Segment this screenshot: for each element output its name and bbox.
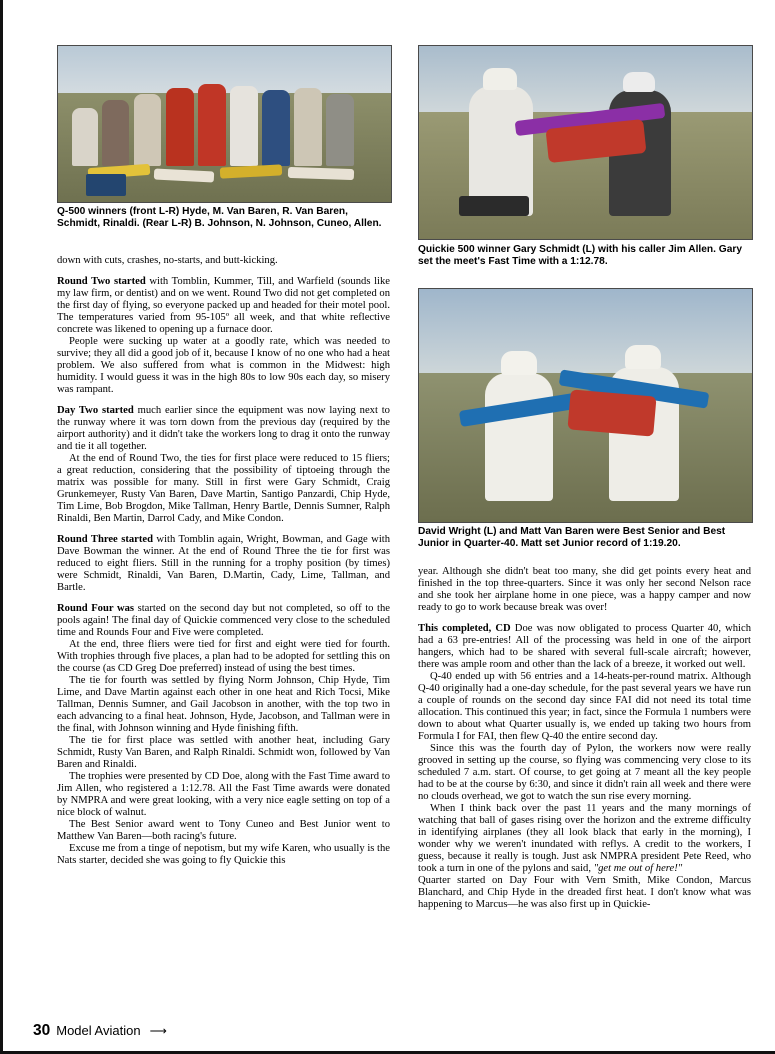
paragraph-text: with Tomblin, Kummer, Till, and Warfield (sounds like my law firm, or dentist) and on we went. Round Two did not get completed on the first day of flying, so everyone packed up and headed for their motel pool. The temperatures varied from 95-105º all week, and that white reflective concrete was likened to opening up a furnace door. (57, 276, 391, 335)
cap-hat (501, 351, 537, 375)
body-paragraph (57, 276, 390, 336)
paragraph-lead-in: Round Three started (57, 534, 153, 545)
paragraph-text: People were sucking up water at a goodly rate, which was needed to survive; they all did a good job of it, because I know of no one who had a heat problem. We also suffered from what is common in the Midwest: high humidity. I would guess it was in the high 80s to low 90s each day, so misery was rampant. (57, 336, 390, 395)
paragraph-text: At the end, three fliers were tied for first and eight were tied for fourth. With trophies through five places, a plan had to be adopted for settling this on the course (as CD Greg Doe preferred) instead of using the best times. (57, 639, 390, 674)
paragraph-text: When I think back over the past 11 years and the many mornings of watching that ball of gases rising over the horizon and the extreme difficulty in identifying airplanes (they all look black that early in the morning), I wonder why we weren't inundated with reflys. A credit to the workers, I guess, because it really is tough. Just ask NMPRA president Pete Reed, who took a turn in one of the pylons and said, (418, 803, 751, 874)
paragraph-quote: "get me out of here!" (593, 863, 683, 874)
body-paragraph (57, 675, 390, 735)
right-arrow-icon: ⟶ (149, 1024, 167, 1038)
cap-hat (625, 345, 661, 369)
body-paragraph (57, 771, 390, 819)
body-paragraph (418, 623, 751, 671)
person-figure (102, 100, 129, 166)
body-paragraph (418, 875, 751, 911)
photo-sky (419, 289, 752, 373)
paragraph-text: The tie for fourth was settled by flying Norm Johnson, Chip Hyde, Tim Lime, and Dave Martin against each other in one heat and Rich Tocsi, Mike Tallman, Dennis Sumner, and Gail Jacobson in another, with the top two in each advancing to a final heat. Johnson, Hyde, Jacobson, and Tallman were in the final, with Johnson winning and Hyde finishing fifth. (57, 675, 390, 734)
paragraph-text: Quarter started on Day Four with Vern Smith, Mike Condon, Marcus Blanchard, and Chip Hyde in the dreaded first heat. I don't know what was happening to Marcus—he was also first up in Quickie- (418, 875, 751, 910)
person-figure (485, 373, 553, 501)
person-figure (134, 94, 161, 166)
paragraph-lead-in: Round Four was (57, 603, 135, 614)
photo-caption: David Wright (L) and Matt Van Baren were Best Senior and Best Junior in Quarter-40. Matt set Junior record of 1:19.20. (418, 526, 726, 549)
paragraph-text: down with cuts, crashes, no-starts, and butt-kicking. (57, 255, 278, 266)
body-paragraph (418, 803, 751, 875)
page-footer (33, 1022, 167, 1040)
paragraph-text: The Best Senior award went to Tony Cuneo and Best Junior went to Matthew Van Baren—both racing's future. (57, 819, 390, 842)
paragraph-text: started on the second day but not completed, so off to the pools again! The final day of Quickie commenced very close to the scheduled time and Rounds Four and Five were completed. (57, 603, 390, 638)
body-paragraph (57, 843, 390, 867)
body-paragraph (57, 735, 390, 771)
body-paragraph (418, 743, 751, 803)
body-column-right (418, 566, 751, 911)
body-paragraph (57, 405, 390, 453)
cap-hat (483, 68, 517, 90)
person-figure (326, 94, 354, 166)
paragraph-text: year. Although she didn't beat too many, she did get points every heat and finished in the top three-quarters. Since it was only her second Nelson race and she took her airplane home in one piece, was a happy camper and now ready to go to work because break was over! (418, 566, 751, 613)
body-paragraph (418, 566, 751, 614)
person-figure (294, 88, 322, 166)
photo-caption: Quickie 500 winner Gary Schmidt (L) with his caller Jim Allen. Gary set the meet's Fast Time with a 1:12.78. (418, 244, 743, 267)
publication-title: Model Aviation (56, 1023, 141, 1038)
photo-sky (58, 46, 391, 93)
body-paragraph (57, 336, 390, 396)
paragraph-text: Q-40 ended up with 56 entries and a 14-heats-per-round matrix. Although Q-40 originally had a one-day schedule, for the past several years we have run a couple of rounds on the second day since FAI did not need its total time allocation. This continued this year; in fact, since the Formula 1 numbers were down to about what Quarter usually is, we ended up taking two hours from Formula I for FAI, then flew Q-40 the entire second day. (418, 671, 751, 742)
person-figure (72, 108, 98, 166)
paragraph-lead-in: Round Two started (57, 276, 146, 287)
body-paragraph (57, 453, 390, 525)
paragraph-text: much earlier since the equipment was now laying next to the runway where it was torn down from the previous day (required by the airport authority) and it didn't take the workers long to drag it onto the runway and tie it all together. (57, 405, 390, 452)
cap-hat (623, 72, 655, 92)
paragraph-text: Since this was the fourth day of Pylon, the workers now were really grooved in setting up the course, so flying was commencing very close to its scheduled 7 a.m. start. Of course, to get going at 7 meant all the key people had to be at the course by 6:30, and since it didn't rain all week and there were no clouds overhead, we got to watch the sun rise every morning. (418, 743, 751, 802)
wright-vanbaren-photo (418, 288, 753, 523)
paragraph-text: At the end of Round Two, the ties for first place were reduced to 15 fliers; a great reduction, considering that the possibility of tiptoeing through the matrix was possible for many. Still in first were Gary Schmidt, Craig Grunkemeyer, Rusty Van Baren, Dave Martin, Santigo Panzardi, Chip Hyde, Tim Lime, Bob Brogdon, Mike Tallman, Henry Bartle, Dennis Sumner, Ralph Rinaldi, Ben Martin, Darrol Cady, and Mike Condon. (57, 453, 390, 524)
paragraph-text: Doe was now obligated to process Quarter 40, which had a 63 pre-entries! All of the processing was held in one of the airport hangers, which had to be shared with several full-scale aircraft; however, there was ample room and other than the lack of a breeze, it worked out well. (418, 623, 751, 670)
page-number: 30 (33, 1022, 51, 1039)
model-airplane-fuselage (567, 389, 656, 436)
person-figure (198, 84, 226, 166)
paragraph-text: with Tomblin again, Wright, Bowman, and Gage with Dave Bowman the winner. At the end of Round Three the tie for first was reduced to eight fliers. Still in the running for a trophy position (by times) were Schmidt, Rinaldi, Van Baren, D.Martin, Cady, Lime, Tallman, and Bartle. (57, 534, 390, 593)
q500-winners-photo (57, 45, 392, 203)
paragraph-text: Excuse me from a tinge of nepotism, but my wife Karen, who usually is the Nats starter, decided she was going to fly Quickie this (57, 843, 390, 866)
paragraph-lead-in: This completed, CD (418, 623, 511, 634)
page-left-rule (0, 0, 3, 1054)
gary-schmidt-photo (418, 45, 753, 240)
body-paragraph (57, 534, 390, 594)
model-airplane (288, 167, 354, 180)
paragraph-lead-in: Day Two started (57, 405, 134, 416)
photo-caption: Q-500 winners (front L-R) Hyde, M. Van Baren, R. Van Baren, Schmidt, Rinaldi. (Rear L-R) B. Johnson, N. Johnson, Cuneo, Allen. (57, 206, 382, 229)
person-figure (262, 90, 290, 166)
person-figure (230, 86, 258, 166)
transmitter (459, 196, 529, 216)
body-paragraph (418, 671, 751, 743)
body-paragraph (57, 255, 390, 267)
person-figure (166, 88, 194, 166)
transmitter (86, 174, 126, 196)
body-paragraph (57, 819, 390, 843)
body-column-left (57, 255, 390, 867)
body-paragraph (57, 639, 390, 675)
body-paragraph (57, 603, 390, 639)
paragraph-text: The trophies were presented by CD Doe, along with the Fast Time award to Jim Allen, who registered a 1:12.78. All the Fast Time awards were donated by NMPRA and were great looking, with a very nice eagle setting on top of a nice block of walnut. (57, 771, 390, 818)
paragraph-text: The tie for first place was settled with another heat, including Gary Schmidt, Rusty Van Baren, and Ralph Rinaldi. Schmidt won, followed by Van Baren and Rinaldi. (57, 735, 390, 770)
